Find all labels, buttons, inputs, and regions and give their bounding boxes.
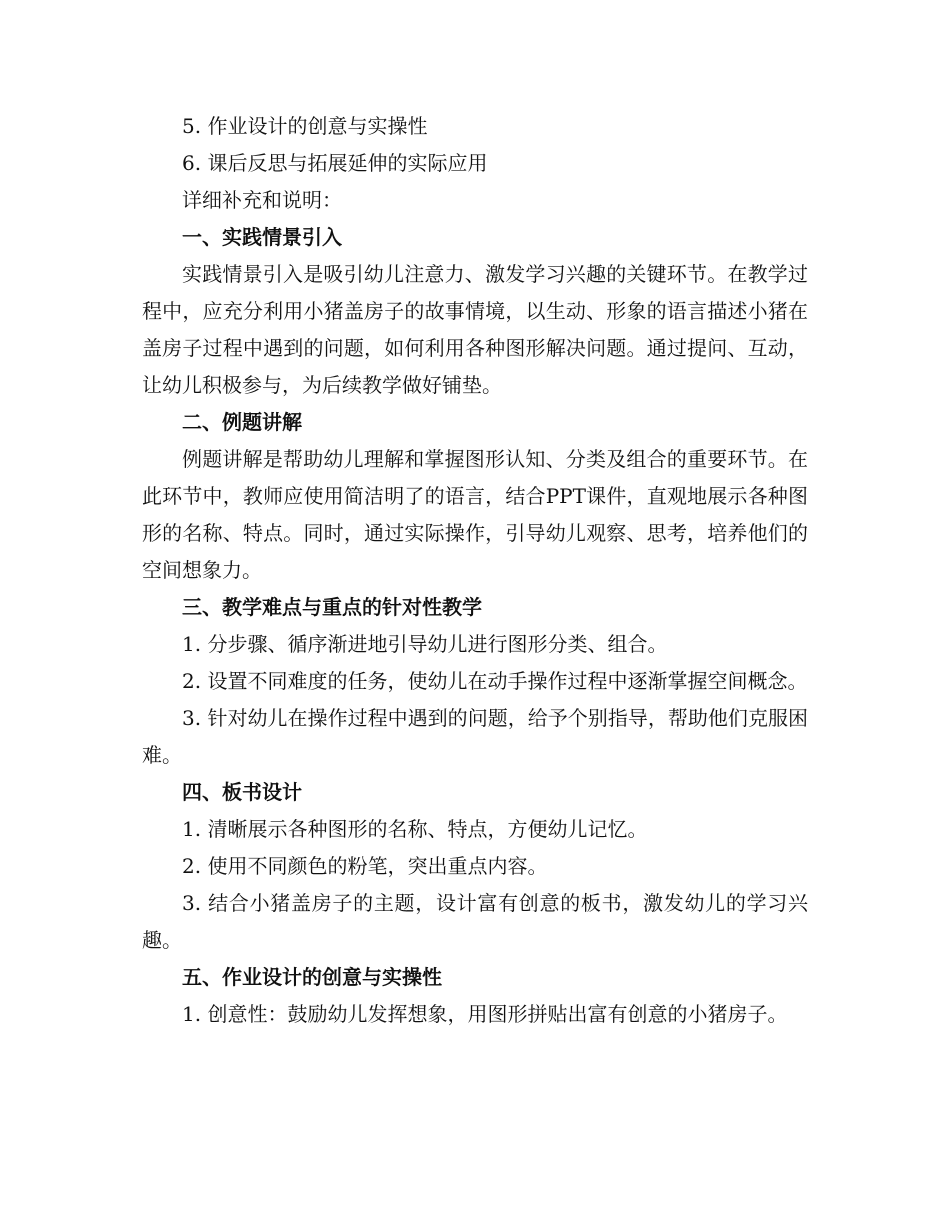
section-heading: 三、教学难点与重点的针对性教学 — [182, 595, 482, 619]
list-item: 1. 清晰展示各种图形的名称、特点，方便幼儿记忆。 — [182, 817, 648, 841]
list-item: 3. 结合小猪盖房子的主题，设计富有创意的板书，激发幼儿的学习兴趣。 — [142, 891, 808, 952]
section-heading: 四、板书设计 — [182, 780, 302, 804]
body-paragraph: 实践情景引入是吸引幼儿注意力、激发学习兴趣的关键环节。在教学过程中，应充分利用小猪盖房子的故事情境，以生动、形象的语言描述小猪在盖房子过程中遇到的问题，如何利用各种图形解决问题。通过提问、互动，让幼儿积极参与，为后续教学做好铺垫。 — [142, 262, 808, 397]
list-item: 1. 分步骤、循序渐进地引导幼儿进行图形分类、组合。 — [182, 632, 668, 656]
document-page — [142, 108, 808, 1033]
list-item: 6. 课后反思与拓展延伸的实际应用 — [182, 151, 488, 175]
list-item: 2. 设置不同难度的任务，使幼儿在动手操作过程中逐渐掌握空间概念。 — [182, 669, 808, 693]
body-paragraph: 例题讲解是帮助幼儿理解和掌握图形认知、分类及组合的重要环节。在此环节中，教师应使用简洁明了的语言，结合PPT课件，直观地展示各种图形的名称、特点。同时，通过实际操作，引导幼儿观察、思考，培养他们的空间想象力。 — [142, 447, 808, 582]
list-item: 1. 创意性：鼓励幼儿发挥想象，用图形拼贴出富有创意的小猪房子。 — [182, 1002, 788, 1026]
section-heading: 二、例题讲解 — [182, 410, 302, 434]
section-heading: 五、作业设计的创意与实操性 — [182, 965, 442, 989]
list-item: 2. 使用不同颜色的粉笔，突出重点内容。 — [182, 854, 548, 878]
section-heading: 一、实践情景引入 — [182, 225, 342, 249]
intro-paragraph: 详细补充和说明： — [182, 188, 342, 212]
list-item: 3. 针对幼儿在操作过程中遇到的问题，给予个别指导，帮助他们克服困难。 — [142, 706, 808, 767]
list-item: 5. 作业设计的创意与实操性 — [182, 114, 428, 138]
